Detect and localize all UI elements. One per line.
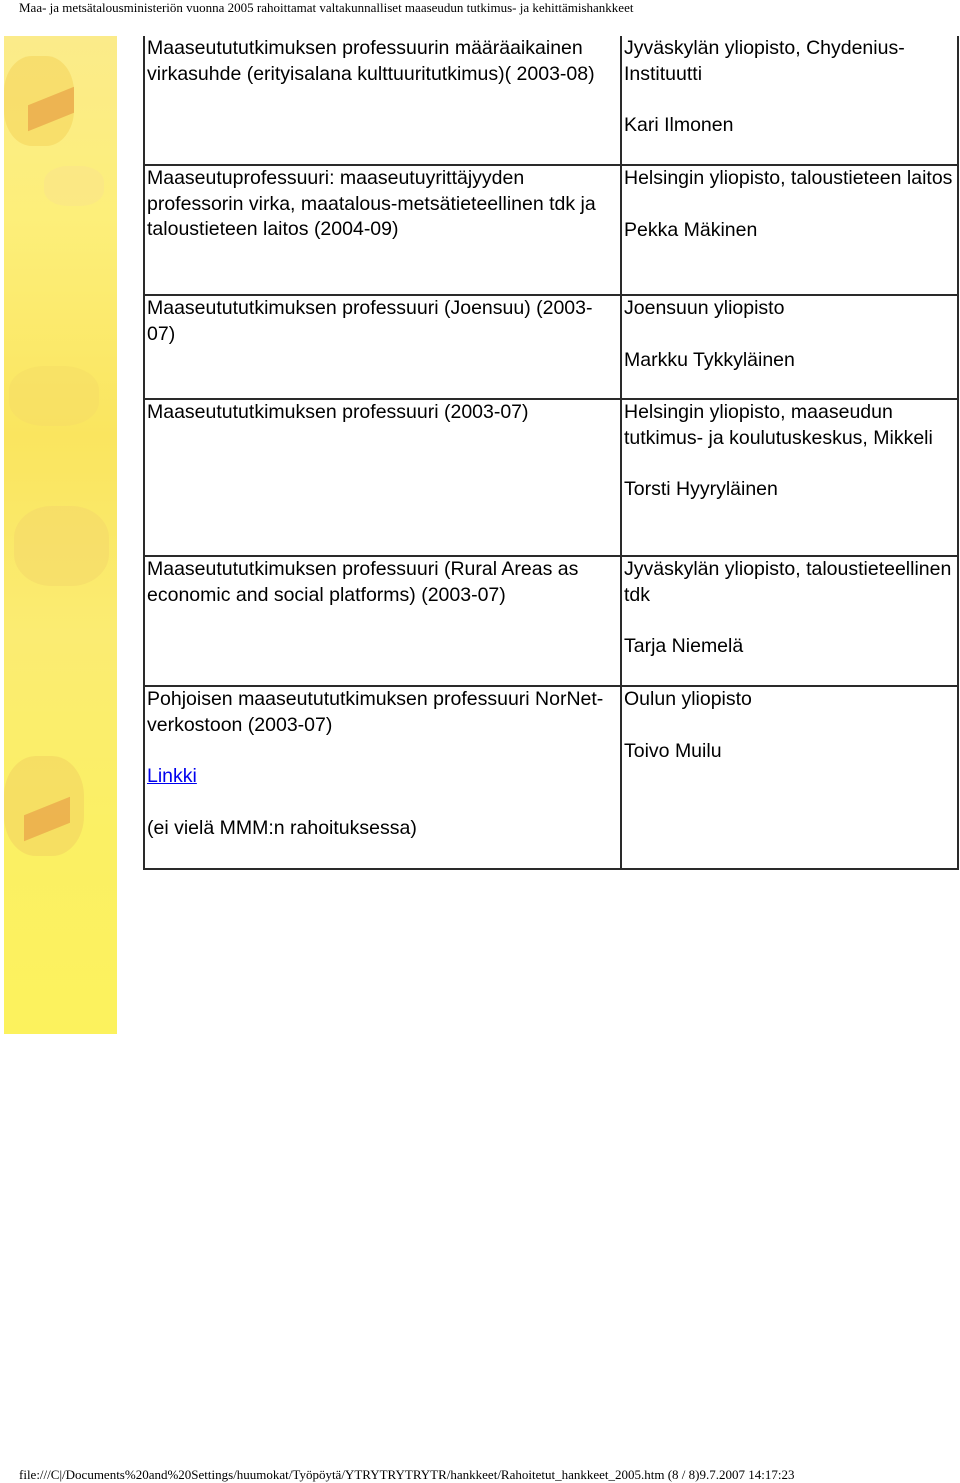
organization-name: Helsingin yliopisto, maaseudun tutkimus- ja koulutuskeskus, Mikkeli	[624, 401, 933, 449]
project-title: Maaseutututkimuksen professuuri (Rural Areas as economic and social platforms) (2003-07)	[147, 558, 579, 606]
table-row	[144, 165, 958, 295]
person-name: Kari Ilmonen	[624, 114, 734, 136]
person-name: Torsti Hyyryläinen	[624, 478, 778, 500]
table-row	[144, 295, 958, 399]
organization-cell	[621, 556, 958, 686]
decorative-side-strip	[4, 36, 117, 1034]
project-cell	[144, 165, 621, 295]
table-row	[144, 556, 958, 686]
organization-cell	[621, 36, 958, 165]
organization-name: Joensuun yliopisto	[624, 297, 785, 319]
project-title: Maaseutututkimuksen professuuri (Joensuu) (2003-07)	[147, 297, 593, 345]
table-row	[144, 686, 958, 869]
table-row	[144, 399, 958, 556]
table-row	[144, 36, 958, 165]
person-name: Tarja Niemelä	[624, 635, 744, 657]
project-cell	[144, 399, 621, 556]
person-name: Toivo Muilu	[624, 739, 722, 762]
organization-name: Oulun yliopisto	[624, 688, 752, 710]
project-title: Maaseutututkimuksen professuuri (2003-07)	[147, 401, 529, 423]
strip-decoration	[44, 166, 104, 206]
organization-cell	[621, 295, 958, 399]
organization-cell	[621, 165, 958, 295]
organization-cell	[621, 686, 958, 869]
project-title: Pohjoisen maaseutututkimuksen professuuri NorNet-verkostoon (2003-07)	[147, 688, 604, 736]
organization-name: Jyväskylän yliopisto, Chydenius-Instituutti	[624, 37, 905, 85]
organization-name: Helsingin yliopisto, taloustieteen laitos	[624, 167, 953, 189]
project-title: Maaseutututkimuksen professuurin määräaikainen virkasuhde (erityisalana kulttuuritutkimus)( 2003-08)	[147, 37, 595, 85]
strip-decoration	[9, 366, 99, 426]
page-footer-path: file:///C|/Documents%20and%20Settings/huumokat/Työpöytä/YTRYTRYTRYTR/hankkeet/Rahoitetut_hankkeet_2005.htm (8 / 8)9.7.2007 14:17:23	[19, 1467, 795, 1482]
organization-name: Jyväskylän yliopisto, taloustieteellinen tdk	[624, 558, 952, 606]
project-note: (ei vielä MMM:n rahoituksessa)	[147, 816, 417, 839]
projects-table	[143, 36, 959, 870]
project-cell	[144, 36, 621, 165]
project-title: Maaseutuprofessuuri: maaseutuyrittäjyyden professorin virka, maatalous-metsätieteellinen tdk ja taloustieteen laitos (2004-09)	[147, 167, 596, 240]
project-cell	[144, 556, 621, 686]
organization-cell	[621, 399, 958, 556]
person-name: Pekka Mäkinen	[624, 218, 758, 241]
person-name: Markku Tykkyläinen	[624, 348, 795, 371]
page-header: Maa- ja metsätalousministeriön vuonna 2005 rahoittamat valtakunnalliset maaseudun tutkimus- ja kehittämishankkeet	[19, 0, 634, 15]
project-link[interactable]: Linkki	[147, 765, 197, 787]
project-cell	[144, 295, 621, 399]
project-cell	[144, 686, 621, 869]
strip-decoration	[14, 506, 109, 586]
